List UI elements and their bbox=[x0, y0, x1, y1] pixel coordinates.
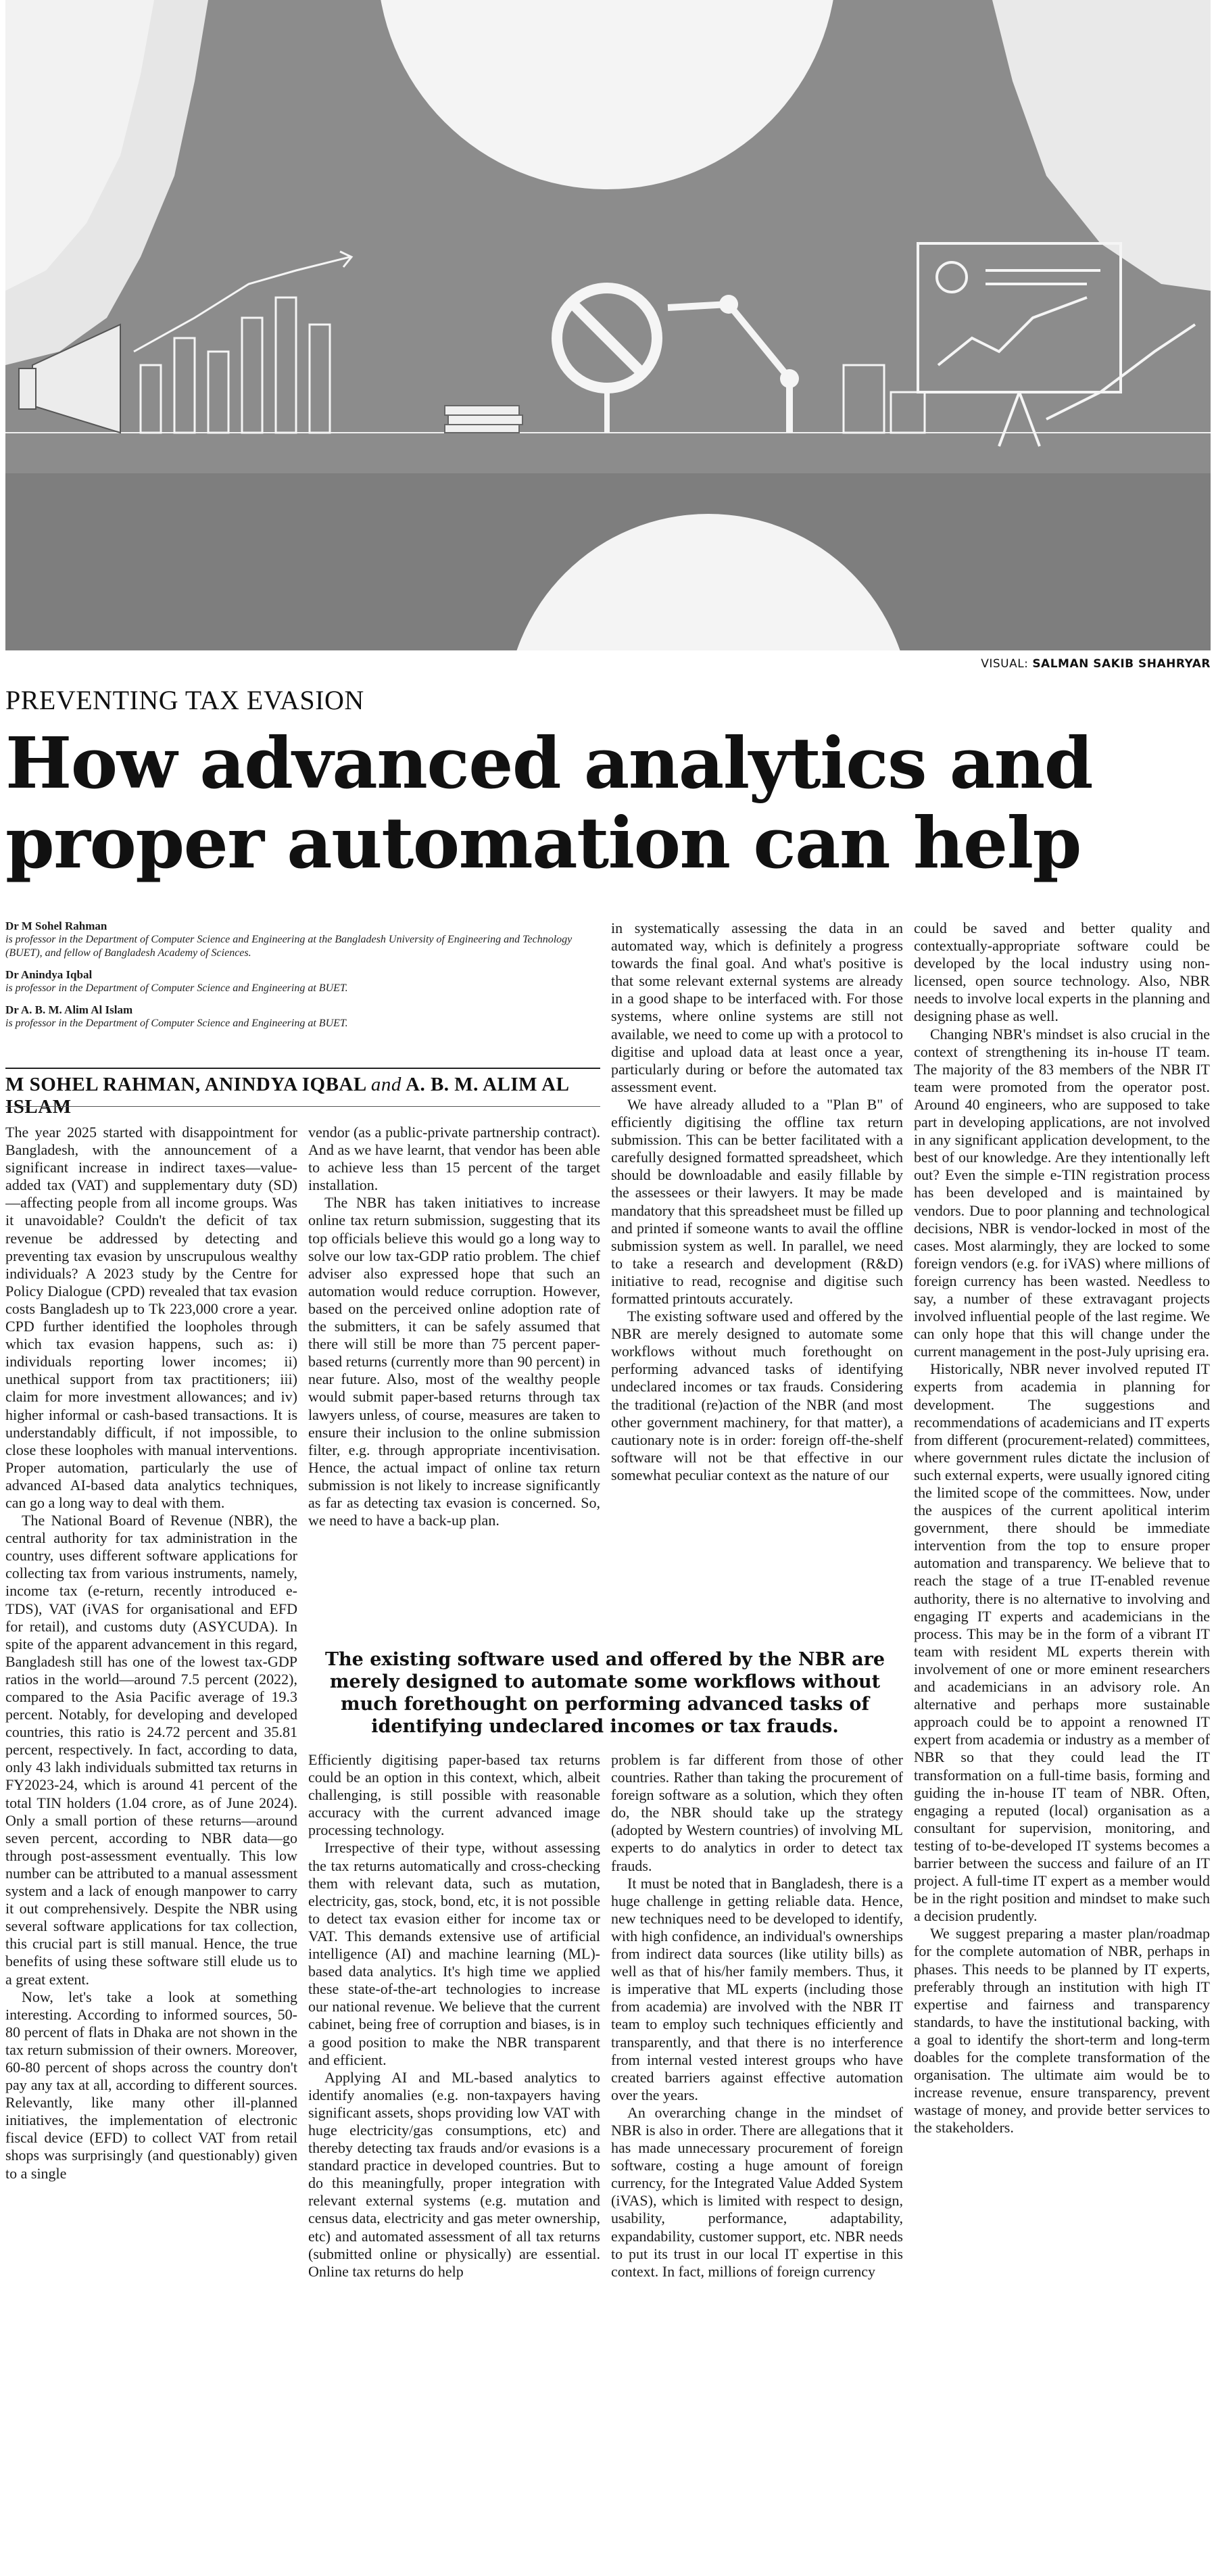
article-kicker: PREVENTING TAX EVASION bbox=[5, 685, 364, 715]
author-name: Dr A. B. M. Alim Al Islam bbox=[5, 1003, 133, 1016]
body-paragraph: in systematically assessing the data in an automated way, which is definitely a progress towards the final goal. And what's positive is that some relevant external systems are already in a good shape to be interfaced with. For those systems, where online systems are still not available, we need to come up with a protocol to digitise and upload data at least once a year, particularly during or before the automated tax assessment event. bbox=[611, 920, 903, 1095]
body-paragraph: Now, let's take a look at something interesting. According to informed sources, 50-80 percent of flats in Dhaka are not shown in the tax return submission of their owners. Moreover, 60-80 percent of shops across the country don't pay any tax at all, according to different sources. Relevantly, like many other ill-planned initiatives, the implementation of electronic fiscal device (EFD) to collect VAT from retail shops was surprisingly (and questionably) given to a single bbox=[5, 1988, 297, 2182]
byline-names-1: M SOHEL RAHMAN, ANINDYA IQBAL bbox=[5, 1074, 366, 1095]
body-paragraph: could be saved and better quality and contextually-appropriate software could be developed by the local industry using non-licensed, open source technology. Also, NBR needs to involve local experts in the planning and designing phase as well. bbox=[914, 920, 1210, 1025]
visual-credit-name: SALMAN SAKIB SHAHRYAR bbox=[1032, 657, 1211, 671]
byline bbox=[5, 1074, 600, 1118]
author-name: Dr M Sohel Rahman bbox=[5, 920, 107, 932]
body-paragraph: Historically, NBR never involved reputed IT experts from academia in planning for development. The suggestions and recommendations of academicians and IT experts from different (procurement-related) committees, where government rules dictate the inclusion of such external experts, were usually ignored citing the limited scope of the committees. Now, under the auspices of the current apolitical interim government, there should be immediate intervention from the top to ensure proper automation and transparency. We believe that to reach the stage of a true IT-enabled revenue authority, there is no alternative to involving and engaging IT experts and academicians in the process. This may be in the form of a vibrant IT team with resident ML experts therein with involvement of one or more eminent researchers and academicians in an advisory role. An alternative and perhaps more sustainable approach could be to appoint a renowned IT expert from academia or industry as a member of NBR so that they could lead the IT transformation on a full-time basis, forming and guiding the in-house IT team of NBR. Often, engaging a reputed (local) organisation as a consultant for supervision, monitoring, and testing of to-be-developed IT systems becomes a barrier between the success and failure of an IT project. A full-time IT expert as a member would be in the right position and mindset to make such a decision prudently. bbox=[914, 1360, 1210, 1925]
body-column-1 bbox=[5, 1124, 297, 2571]
body-paragraph: The NBR has taken initiatives to increase online tax return submission, suggesting that its top officials believe this would go a long way to solve our low tax-GDP ratio problem. The chief adviser also expressed hope that such an automation would reduce corruption. However, based on the perceived online adoption rate of the submitters, it can be safely assumed that there will still be more than 75 percent paper-based returns (currently more than 90 percent) in near future. Also, most of the wealthy people would submit paper-based returns through tax lawyers unless, of course, measures are taken to ensure their inclusion to the online submission filter, e.g. through appropriate incentivisation. Hence, the actual impact of online tax return submission is not likely to increase significantly as far as detecting tax evasion is concerned. So, we need to have a back-up plan. bbox=[308, 1194, 600, 1529]
body-column-3-top bbox=[611, 920, 903, 1638]
body-column-2-top bbox=[308, 1124, 600, 1638]
body-paragraph: An overarching change in the mindset of NBR is also in order. There are allegations that it has made unnecessary procurement of foreign software, costing a huge amount of foreign currency, for the Integrated Value Added System (iVAS), which is limited with respect to design, usability, performance, adaptability, expandability, customer support, etc. NBR needs to put its trust in our local IT expertise in this context. In fact, millions of foreign currency bbox=[611, 2103, 903, 2280]
body-paragraph: Applying AI and ML-based analytics to identify anomalies (e.g. non-taxpayers having significant assets, shops providing low VAT with huge electricity/gas consumptions, etc) and thereby detecting tax frauds and/or evasions is a standard practice in developed countries. But to do this meaningfully, proper integration with relevant external systems (e.g. mutation and census data, electricity and gas meter ownership, etc) and automated assessment of all tax returns (submitted online or physically) are essential. Online tax returns do help bbox=[308, 2068, 600, 2280]
byline-divider-bottom bbox=[5, 1106, 600, 1107]
body-paragraph: We have already alluded to a "Plan B" of efficiently digitising the offline tax return submission. This can be better facilitated with a carefully designed formatted spreadsheet, which should be downloadable and easily fillable by the assessees or their lawyers. It may be made mandatory that this spreadsheet must be filled up and printed if someone wants to avail the offline submission system as well. In parallel, we need to take a research and development (R&D) initiative to read, recognise and digitise such formatted printouts accurately. bbox=[611, 1095, 903, 1307]
body-paragraph: The existing software used and offered by the NBR are merely designed to automate some workflows without much forethought on performing advanced tasks of identifying undeclared incomes or tax frauds. Considering the traditional (re)action of the NBR (and most other government machinery, for that matter), a cautionary note is in order: foreign off-the-shelf software will not be that effective in our somewhat peculiar context as the nature of our bbox=[611, 1308, 903, 1483]
visual-credit bbox=[981, 657, 1211, 671]
author-bios bbox=[5, 920, 600, 1039]
body-paragraph: problem is far different from those of other countries. Rather than taking the procurement of foreign software as a solution, which they often do, the NBR should take up the strategy (adopted by Western countries) of involving ML experts to do analytics in order to detect tax frauds. bbox=[611, 1751, 903, 1874]
author-bio: is professor in the Department of Computer Science and Engineering at BUET. bbox=[5, 1018, 348, 1029]
pull-quote: The existing software used and offered by the NBR are merely designed to automate some workflows without much forethought on performing advanced tasks of identifying undeclared incomes or tax frauds. bbox=[324, 1649, 885, 1737]
article-headline: How advanced analytics and proper automation can help bbox=[5, 721, 1092, 884]
byline-names-2: A. B. M. ALIM AL ISLAM bbox=[5, 1074, 568, 1118]
body-paragraph: It must be noted that in Bangladesh, there is a huge challenge in getting reliable data. Hence, new techniques need to be developed to identify, with high confidence, an individual's ownerships from indirect data sources (like utility bills) as well as that of his/her family members. Thus, it is imperative that ML experts (including those from academia) are involved with the NBR IT team to employ such techniques efficiently and transparently, and that there is no interference from internal vested interest groups who have created barriers against effective automation over the years. bbox=[611, 1874, 903, 2103]
author-entry bbox=[5, 1003, 600, 1030]
body-paragraph: The year 2025 started with disappointment for Bangladesh, with the announcement of a significant increase in indirect taxes—value-added tax (VAT) and supplementary duty (SD)—affecting people from all income groups. Was it unavoidable? Couldn't the deficit of tax revenue be addressed by detecting and preventing tax evasion by unscrupulous wealthy individuals? A 2023 study by the Centre for Policy Dialogue (CPD) revealed that tax evasion costs Bangladesh up to Tk 223,000 crore a year. CPD further identified the loopholes through which tax evasion happens, such as: i) individuals reporting lower incomes; ii) unethical support from tax practitioners; iii) claim for more investment allowances; and iv) higher informal or cash-based transactions. It is understandably difficult, if not impossible, to close these loopholes with manual interventions. Proper automation, particularly the use of advanced AI-based data analytics techniques, can go a long way to deal with them. bbox=[5, 1124, 297, 1511]
body-paragraph: We suggest preparing a master plan/roadmap for the complete automation of NBR, perhaps in phases. This needs to be planned by IT experts, preferably through an institution with high IT expertise and fairness and transparency standards, to have the institutional backing, with a goal to identify the short-term and long-term doables for the complete transformation of the organisation. The ultimate aim would be to increase revenue, ensure transparency, prevent wastage of money, and provide better services to the stakeholders. bbox=[914, 1925, 1210, 2137]
body-column-3-bottom bbox=[611, 1751, 903, 2571]
byline-divider bbox=[5, 1068, 600, 1069]
author-entry bbox=[5, 920, 600, 960]
body-paragraph: Changing NBR's mindset is also crucial in the context of strengthening its in-house IT team. The majority of the 83 members of the NBR IT team were promoted from the operator post. Around 40 engineers, who are supposed to take part in developing applications, are not involved in any significant application development, to the best of our knowledge. Are they intentionally left out? Even the simple e-TIN registration process has been developed and is maintained by vendors. Due to poor planning and technological decisions, NBR is vendor-locked in most of the cases. Most alarmingly, they are locked to some foreign vendors (e.g. for iVAS) where millions of foreign currency has been wasted. Needless to say, a number of these extravagant projects involved influential people of the last regime. We can only hope that this will change under the current management in the post-July uprising era. bbox=[914, 1025, 1210, 1360]
author-bio: is professor in the Department of Computer Science and Engineering at the Bangladesh University of Engineering and Technology (BUET), and fellow of Bangladesh Academy of Sciences. bbox=[5, 934, 573, 959]
body-column-4 bbox=[914, 920, 1210, 2571]
body-paragraph: The National Board of Revenue (NBR), the central authority for tax administration in the country, uses different software applications for collecting tax from various instruments, namely, income tax (e-return, recently introduced e-TDS), VAT (iVAS for organisational and EFD for retail), and customs duty (ASYCUDA). In spite of the apparent advancement in this regard, Bangladesh still has one of the lowest tax-GDP ratios in the world—around 7.5 percent (2022), compared to the Asia Pacific average of 19.3 percent. Notably, for developing and developed countries, this ratio is 24.72 percent and 35.81 percent, respectively. In fact, according to data, only 43 lakh individuals submitted tax returns in FY2023-24, which is around 41 percent of the total TIN holders (1.04 crore, as of June 2024). Only a small portion of these returns—around seven percent, according to NBR data—go through post-assessment eventually. This low number can be attributed to a manual assessment system and a lack of enough manpower to carry it out comprehensively. Despite the NBR using several software applications for tax collection, this crucial part is still manual. Hence, the true benefits of using these software still elude us to a great extent. bbox=[5, 1512, 297, 1988]
author-name: Dr Anindya Iqbal bbox=[5, 968, 93, 981]
byline-and: and bbox=[370, 1074, 402, 1095]
visual-credit-prefix: VISUAL: bbox=[981, 657, 1029, 671]
body-paragraph: vendor (as a public-private partnership contract). And as we have learnt, that vendor has been able to achieve less than 15 percent of the target installation. bbox=[308, 1124, 600, 1194]
author-bio: is professor in the Department of Computer Science and Engineering at BUET. bbox=[5, 982, 348, 994]
body-column-2-bottom bbox=[308, 1751, 600, 2571]
automation-illustration bbox=[5, 0, 1211, 650]
body-paragraph: Irrespective of their type, without assessing the tax returns automatically and cross-checking them with relevant data, such as mutation, electricity, gas, stock, bond, etc, it is not possible to detect tax evasion either for income tax or VAT. This demands extensive use of artificial intelligence (AI) and machine learning (ML)-based data analytics. It's high time we applied these state-of-the-art technologies to increase our national revenue. We believe that the current cabinet, being free of corruption and biases, is in a good position to make the NBR transparent and efficient. bbox=[308, 1839, 600, 2068]
body-paragraph: Efficiently digitising paper-based tax returns could be an option in this context, which, albeit challenging, is still possible with reasonable accuracy with the current advanced image processing technology. bbox=[308, 1751, 600, 1839]
header-illustration bbox=[5, 0, 1211, 650]
author-entry bbox=[5, 968, 600, 995]
